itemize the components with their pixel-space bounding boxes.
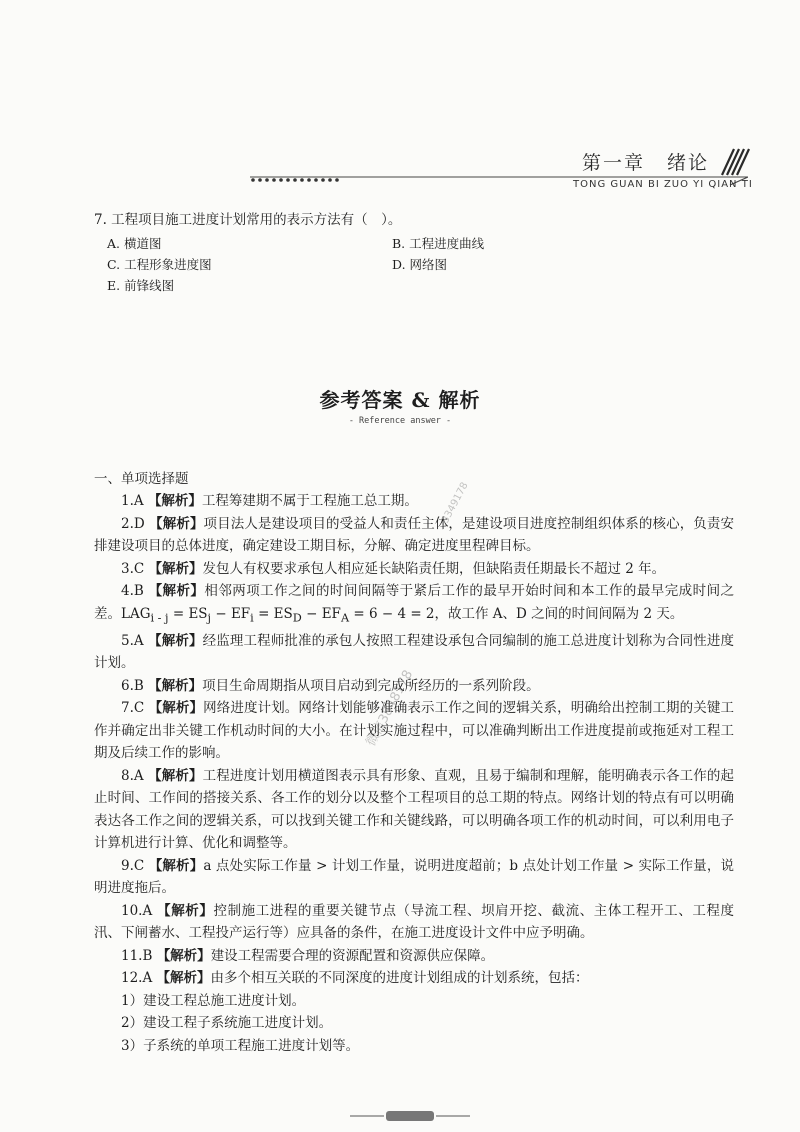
question-7-stem: 7. 工程项目施工进度计划常用的表示方法有（ ）。 — [94, 212, 402, 228]
chapter-pinyin: TONG GUAN BI ZUO YI QIAN TI — [573, 179, 753, 190]
answer-item: 9.C 【解析】a 点处实际工作量 > 计划工作量，说明进度超前；b 点处计划工作量 > 实际工作量，说明进度拖后。 — [94, 857, 735, 897]
sub-item: 1）建设工程总施工进度计划。 — [121, 992, 306, 1009]
answer-item: 10.A 【解析】控制施工进程的重要关键节点（导流工程、坝肩开挖、截流、主体工程开工、工程度汛、下闸蓄水、工程投产运行等）应具备的条件，在施工进度设计文件中应予明确。 — [94, 902, 735, 942]
answers-subtitle: - Reference answer - — [348, 416, 452, 426]
answer-item: 8.A 【解析】工程进度计划用横道图表示具有形象、直观，且易于编制和理解，能明确表示各工作的起止时间、工作间的搭接关系、各工作的划分以及整个工程项目的总工期的特点。网络计划的特点有可以明确表达各工作之间的逻辑关系，可以找到关键工作和关键线路，可以明确各项工作的机动时间，可以利用电子计算机进行计算、优化和调整等。 — [94, 767, 735, 852]
answer-item: 2.D 【解析】项目法人是建设项目的受益人和责任主体，是建设项目进度控制组织体系的核心，负责安排建设项目的总体进度，确定建设工期目标，分解、确定进度里程碑目标。 — [94, 515, 735, 554]
option-a: A. 横道图 — [107, 236, 162, 251]
answer-item: 6.B 【解析】项目生命周期指从项目启动到完成所经历的一系列阶段。 — [121, 677, 540, 694]
chapter-title — [582, 148, 709, 175]
answer-item: 11.B 【解析】建设工程需要合理的资源配置和资源供应保障。 — [121, 947, 495, 964]
watermark-text-2: 3349178 — [440, 480, 471, 526]
chapter-label: 第一章 — [582, 152, 646, 174]
sub-item: 2）建设工程子系统施工进度计划。 — [121, 1015, 333, 1032]
option-c: C. 工程形象进度图 — [107, 257, 212, 272]
chapter-name: 绪论 — [667, 152, 710, 174]
page-number-tab — [350, 1108, 470, 1128]
option-d: D. 网络图 — [392, 257, 448, 272]
option-b: B. 工程进度曲线 — [392, 236, 485, 251]
option-e: E. 前锋线图 — [107, 278, 175, 293]
answer-item: 7.C 【解析】网络进度计划。网络计划能够准确表示工作之间的逻辑关系，明确给出控制工期的关键工作并确定出非关键工作机动时间的大小。在计划实施过程中，可以准确判断出工作进度提前或拖延对工程工期及后续工作的影响。 — [94, 700, 735, 762]
hatch-decoration-icon — [712, 147, 752, 177]
watermark-text: 微信3848178 — [363, 667, 417, 749]
answer-item: 4.B 【解析】相邻两项工作之间的时间间隔等于紧后工作的最早开始时间和本工作的最早完成时间之差。$LAG_{i - j} = ES_j - EF_i = ES_D - EF_A = 6 - 4 = 2$，故工作 A、D 之间的时间间隔为 2 天。 — [94, 583, 735, 625]
answer-item: 3.C 【解析】发包人有权要求承包人相应延长缺陷责任期，但缺陷责任期最长不超过 2 年。 — [121, 560, 666, 577]
section-title: 一、单项选择题 — [94, 471, 189, 487]
answer-item: 5.A 【解析】经监理工程师批准的承包人按照工程建设承包合同编制的施工总进度计划称为合同性进度计划。 — [94, 632, 735, 672]
answer-item: 1.A 【解析】工程筹建期不属于工程施工总工期。 — [121, 493, 418, 509]
answer-item: 12.A 【解析】由多个相互关联的不同深度的进度计划组成的计划系统，包括： — [121, 970, 589, 987]
sub-item: 3）子系统的单项工程施工进度计划等。 — [121, 1037, 360, 1054]
answers-title: 参考答案 & 解析 — [319, 388, 481, 412]
answer-list — [94, 490, 734, 1057]
